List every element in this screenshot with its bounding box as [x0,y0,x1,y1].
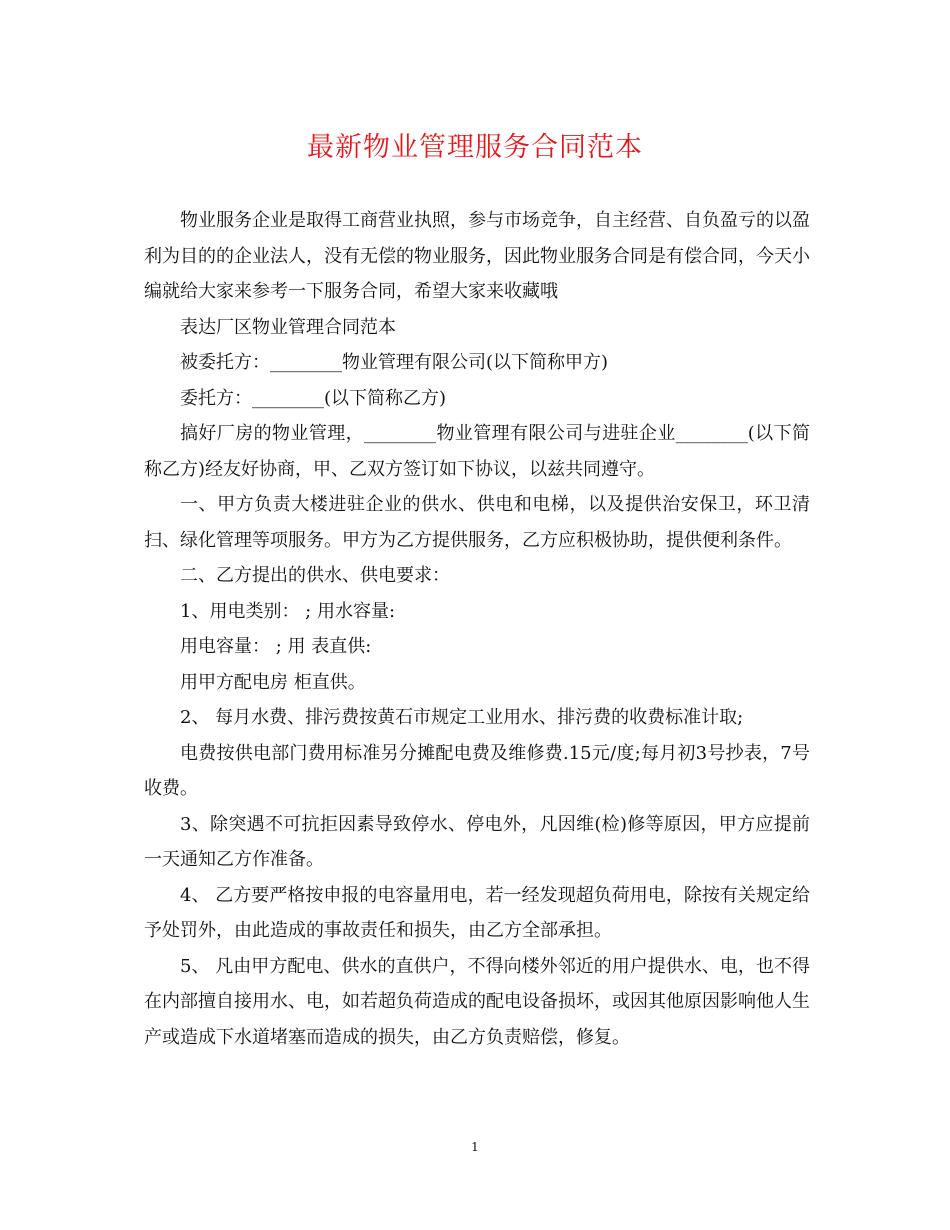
paragraph-item-2: 2、 每月水费、排污费按黄石市规定工业用水、排污费的收费标准计取; [180,707,744,728]
paragraph-item-3: 3、除突遇不可抗拒因素导致停水、停电外，凡因维(检)修等原因，甲方应提前一天通知乙方作准备。 [144,813,810,870]
paragraph-agreement-preamble: 搞好厂房的物业管理，________物业管理有限公司与进驻企业________(以下简称乙方)经友好协商，甲、乙双方签订如下协议，以兹共同遵守。 [144,423,810,480]
paragraph-entrusted-party: 被委托方：________物业管理有限公司(以下简称甲方) [180,352,609,373]
paragraph-item-5: 5、 凡由甲方配电、供水的直供户，不得向楼外邻近的用户提供水、电，也不得在内部擅自接用水、电，如若超负荷造成的配电设备损坏，或因其他原因影响他人生产或造成下水道堵塞而造成的损失，由乙方负责赔偿，修复。 [144,955,810,1048]
paragraph-item-4: 4、 乙方要严格按申报的电容量用电，若一经发现超负荷用电，除按有关规定给予处罚外，由此造成的事故责任和损失，由乙方全部承担。 [144,884,810,941]
paragraph-clause-1: 一、甲方负责大楼进驻企业的供水、供电和电梯，以及提供治安保卫，环卫清扫、绿化管理等项服务。甲方为乙方提供服务，乙方应积极协助，提供便利条件。 [144,494,810,551]
document-title: 最新物业管理服务合同范本 [307,132,643,163]
paragraph-item-1-supply: 用甲方配电房 柜直供。 [180,671,366,693]
paragraph-item-1: 1、用电类别： ; 用水容量: [180,600,396,622]
paragraph-intro: 物业服务企业是取得工商营业执照，参与市场竞争，自主经营、自负盈亏的以盈利为目的的企业法人，没有无偿的物业服务，因此物业服务合同是有偿合同，今天小编就给大家来参考一下服务合同，希望大家来收藏哦 [144,210,810,302]
paragraph-item-1-capacity: 用电容量： ; 用 表直供: [180,636,372,657]
page-number: 1 [471,1140,479,1154]
paragraph-clause-2-heading: 二、乙方提出的供水、供电要求： [180,565,450,586]
document-body [144,203,810,1055]
paragraph-item-2-electricity: 电费按供电部门费用标准另分摊配电费及维修费.15元/度;每月初3号抄表，7号收费。 [144,742,810,799]
paragraph-subtitle: 表达厂区物业管理合同范本 [180,316,396,338]
paragraph-entrusting-party: 委托方：________(以下简称乙方) [180,387,447,409]
